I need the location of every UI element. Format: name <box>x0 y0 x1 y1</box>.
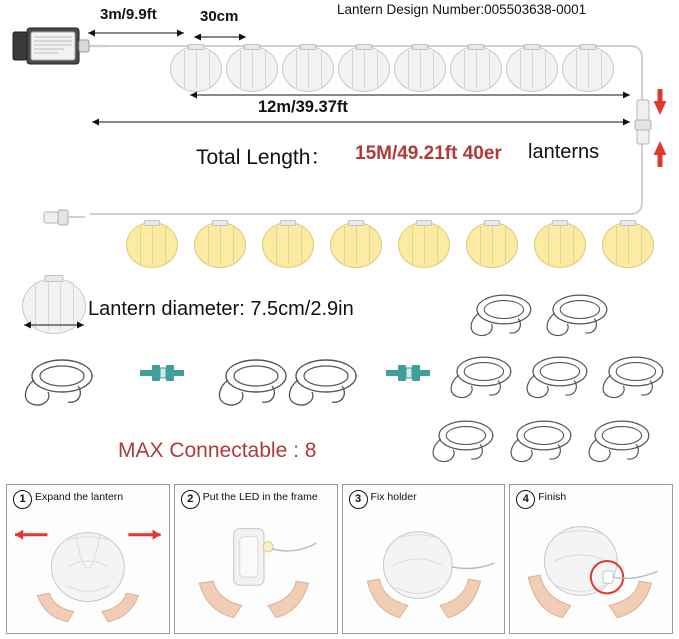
female-connector-icon <box>42 206 86 233</box>
coil-bundle <box>540 288 618 340</box>
step-title: Fix holder <box>370 491 417 503</box>
step-4-illustration <box>510 485 672 634</box>
max-connectable-label: MAX Connectable : 8 <box>118 439 317 462</box>
lantern-lit <box>330 222 382 268</box>
step-1-illustration <box>7 485 169 634</box>
lead-length-label: 3m/9.9ft <box>100 6 157 23</box>
lit-section-dimension <box>186 88 634 106</box>
diameter-label: Lantern diameter: 7.5cm/2.9in <box>88 298 354 320</box>
coupler-connector-icon <box>386 362 430 384</box>
coil-bundle <box>464 288 542 340</box>
arrow-up-icon <box>652 140 668 173</box>
lit-section-length-label: 12m/39.37ft <box>258 98 348 116</box>
coil-bundle <box>582 414 660 466</box>
step-panel-4 <box>509 484 673 634</box>
lantern-lit <box>126 222 178 268</box>
step-panel-3 <box>342 484 506 634</box>
lantern-lit <box>534 222 586 268</box>
coupler-connector-icon <box>140 362 184 384</box>
lantern-white <box>226 46 278 92</box>
lantern-white <box>282 46 334 92</box>
lantern-lit <box>466 222 518 268</box>
total-length-value: 15M/49.21ft 40er <box>355 143 502 164</box>
spacing-label: 30cm <box>200 8 239 25</box>
step-number-badge: 1 <box>13 490 32 509</box>
lantern-white <box>170 46 222 92</box>
lantern-white <box>450 46 502 92</box>
lantern-lit <box>194 222 246 268</box>
arrow-down-icon <box>652 88 668 121</box>
coil-bundle <box>444 350 522 402</box>
step-number-badge: 3 <box>349 490 368 509</box>
lantern-lit <box>398 222 450 268</box>
step-panel-1 <box>6 484 170 634</box>
lantern-white <box>338 46 390 92</box>
coil-bundle <box>596 350 674 402</box>
coil-bundle <box>504 414 582 466</box>
coil-bundle <box>426 414 504 466</box>
step-panel-2 <box>174 484 338 634</box>
lantern-lit <box>602 222 654 268</box>
total-length-suffix: lanterns <box>528 141 600 163</box>
step-title: Finish <box>538 491 567 503</box>
step-number-badge: 4 <box>516 490 535 509</box>
step-title: Expand the lantern <box>35 491 124 503</box>
total-length-dimension <box>88 115 634 133</box>
coil-bundle <box>282 352 368 410</box>
lantern-lit <box>262 222 314 268</box>
lantern-white <box>506 46 558 92</box>
step-title: Put the LED in the frame <box>202 491 318 503</box>
step-2-illustration <box>175 485 337 634</box>
lantern-white <box>562 46 614 92</box>
coil-bundle <box>520 350 598 402</box>
step-number-badge: 2 <box>181 490 200 509</box>
design-number-label: Lantern Design Number:005503638-0001 <box>337 2 587 17</box>
instruction-steps <box>6 484 673 634</box>
lantern-white <box>394 46 446 92</box>
coil-bundle <box>18 352 104 410</box>
total-length-label: Total Length： <box>196 146 332 169</box>
diameter-dimension <box>20 318 88 336</box>
step-3-illustration <box>343 485 505 634</box>
